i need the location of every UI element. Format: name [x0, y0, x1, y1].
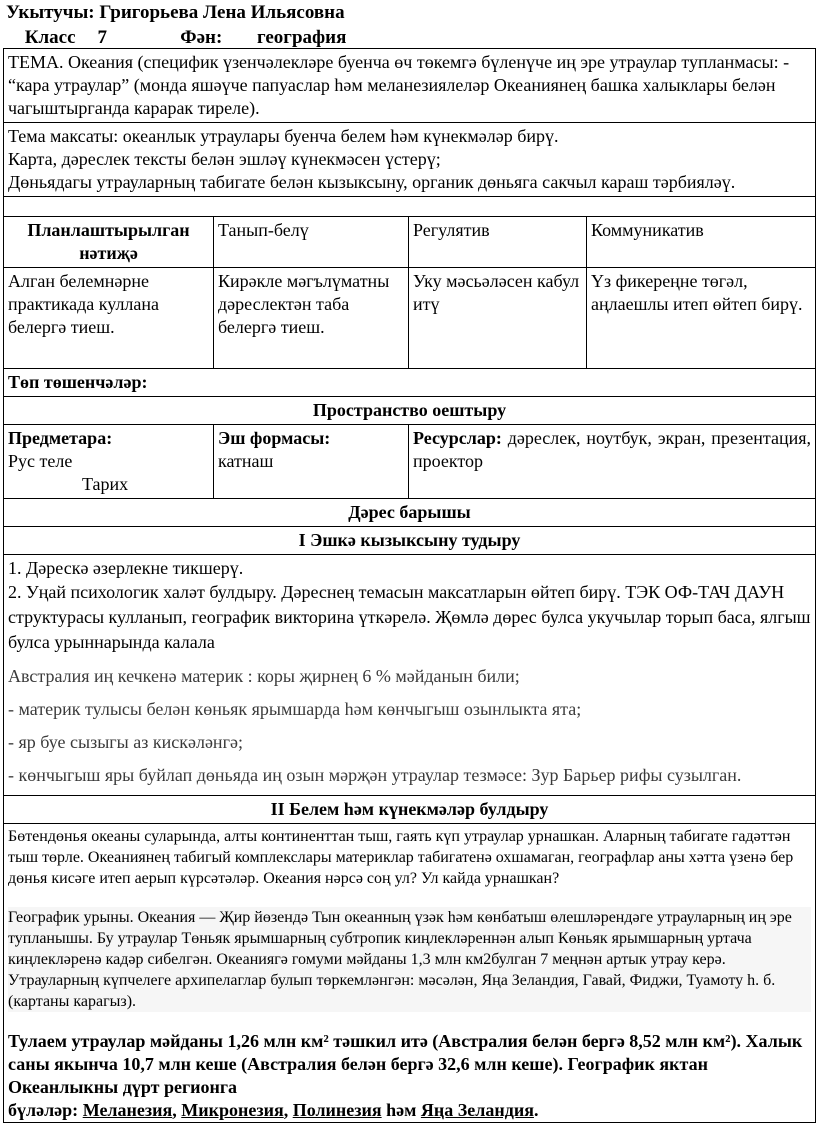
- stage1-title-row: [4, 527, 816, 555]
- lesson-title-row: [4, 499, 816, 527]
- interdisciplinary-item: Рус теле: [8, 451, 73, 471]
- spacer-row: [4, 197, 816, 217]
- results-cell-communicative: Үз фикереңне төгәл, аңлаешлы итеп өйтеп бирү.: [587, 268, 816, 369]
- topic-row: [4, 49, 816, 123]
- region-name: Меланезия: [82, 1100, 173, 1120]
- class-subject-line: [6, 25, 346, 50]
- key-terms-label: Төп төшенчәләр:: [4, 369, 816, 397]
- subject-value: география: [257, 27, 347, 48]
- stage1-item: 2. Уңай психологик халәт булдыру. Дәреснең темасын максатларын өйтеп бирү. ТЭК ОФ-ТАЧ ДАУН структурасы кулланып, географик викторина үткәрелә. Җөмлә дөрес булса укучылар торып баса, ялгыш булса урыннарында калала: [8, 582, 811, 652]
- goals-row: [4, 123, 816, 197]
- quiz-item: Австралия иң кечкенә материк : коры җирнең 6 % мәйданын били;: [8, 666, 520, 686]
- goals-cell: [4, 123, 816, 197]
- stage2-row: [4, 824, 816, 1123]
- space-row: [4, 425, 816, 499]
- header: [6, 0, 346, 50]
- stage2-paragraph: Бөтендөнья океаны суларында, алты континенттан тыш, гаять күп утраулар урнашкан. Аларның табигате гадәттән тыш төрле. Океаниянең табигый комплекслары материклар табигатенә охшамаган, географлар аны хәтта үзенә бер дөнья кисәге итеп аерып күрсәтәләр. Океания нәрсә соң ул? Ул кайда урнашкан?: [8, 828, 794, 887]
- results-header-communicative: Коммуникатив: [587, 217, 816, 268]
- interdisciplinary-cell: [4, 425, 214, 499]
- subject-label: Фән:: [180, 27, 223, 48]
- quiz-item: - материк тулысы белән көньяк ярымшарда һәм көнчыгыш озынлыкта ята;: [8, 699, 582, 719]
- work-form-label: Эш формасы:: [218, 428, 331, 448]
- stage1-row: [4, 555, 816, 796]
- teacher-label: Укытучы:: [6, 2, 95, 23]
- results-header-cognitive: Танып-белү: [214, 217, 409, 268]
- stage2-cell: [4, 824, 816, 1123]
- resources-cell: [409, 425, 816, 499]
- resources-value: дәреслек, ноутбук, экран, презентация, проектор: [413, 428, 811, 471]
- results-header-planned: Планлаштырылган нәтиҗә: [4, 217, 214, 268]
- resources-label: Ресурслар:: [413, 428, 502, 448]
- goal-item: Карта, дәреслек тексты белән эшләү күнекмәсен үстерү;: [8, 149, 441, 169]
- interdisciplinary-label: Предметара:: [8, 428, 113, 448]
- teacher-name: Григорьева Лена Ильясовна: [99, 2, 345, 23]
- stage2-summary: Тулаем утраулар мәйданы 1,26 млн км² тәшкил итә (Австралия белән бергә 8,52 млн км²). Халык саны якынча 10,7 млн кеше (Австралия белән бергә 32,6 млн кеше). Географик яктан Океанлыкны дүрт регионга: [8, 1031, 803, 1097]
- interdisciplinary-item: Тарих: [82, 474, 129, 494]
- quiz-item: - яр буе сызыгы аз кискәләнгә;: [8, 732, 243, 752]
- work-form-cell: [214, 425, 409, 499]
- class-label: Класс: [24, 27, 76, 48]
- region-name: Микронезия: [181, 1100, 284, 1120]
- space-title: Пространство оештыру: [4, 397, 816, 425]
- results-cell-regulatory: Уку мәсьәләсен кабул итү: [409, 268, 587, 369]
- region-name: Полинезия: [292, 1100, 382, 1120]
- stage2-title-row: [4, 796, 816, 824]
- results-header-regulatory: Регулятив: [409, 217, 587, 268]
- lesson-plan-table: [3, 48, 816, 1123]
- region-name: Яңа Зеландия: [420, 1100, 534, 1120]
- topic-cell: ТЕМА. Океания (специфик үзенчәлекләре буенча өч төкемгә бүленүче иң эре утраулар тупланмасы: - “кара утраулар” (монда яшәүче папуаслар һәм меланезиялеләр Океаниянең башка халыклары белән чагыштырганда карарак тиреле).: [4, 49, 816, 123]
- teacher-line: [6, 0, 346, 25]
- goal-item: Тема максаты: океанлык утраулары буенча белем һәм күнекмәләр бирү.: [8, 126, 559, 146]
- stage2-paragraph: Географик урыны. Океания — Җир йөзендә Тын океанның үзәк һәм көнбатыш өлешләрендәге утрауларның иң эре тупланышы. Бу утраулар Төньяк ярымшарның субтропик киңлекләреннән алып Көньяк ярымшарның уртача киңлекләренә кадәр сибелгән. Океаниягә гомуми мәйданы 1,3 млн км2булган 7 меңнән артык утрау керә. Утрауларның күпчелеге архипелаглар булып төркемләнгән: мәсәлән, Яңа Зеландия, Гавай, Фиджи, Туамоту һ. б. (картаны карагыз).: [8, 907, 811, 1012]
- lesson-title: Дәрес барышы: [4, 499, 816, 527]
- stage2-title: II Белем һәм күнекмәләр булдыру: [4, 796, 816, 824]
- results-cell-planned: Алган белемнәрне практикада куллана белергә тиеш.: [4, 268, 214, 369]
- regions-line: бүләләр: Меланезия, Микронезия, Полинезия һәм Яңа Зеландия.: [8, 1100, 539, 1120]
- and-word: һәм: [381, 1100, 421, 1120]
- class-value: 7: [97, 27, 107, 48]
- goal-item: Дөньядагы утрауларның табигате белән кызыксыну, органик дөньяга сакчыл караш тәрбияләү.: [8, 172, 736, 192]
- key-terms-row: [4, 369, 816, 397]
- quiz-item: - көнчыгыш яры буйлап дөньяда иң озын мәрҗән утраулар тезмәсе: Зур Барьер рифы сузылган.: [8, 765, 742, 785]
- stage1-cell: [4, 555, 816, 796]
- work-form-value: катнаш: [218, 451, 274, 471]
- results-cell-cognitive: Кирәкле мәгълүматны дәреслектән таба белергә тиеш.: [214, 268, 409, 369]
- results-row: [4, 268, 816, 369]
- stage1-item: 1. Дәрескә әзерлекне тикшерү.: [8, 558, 244, 578]
- stage1-title: I Эшкә кызыксыну тудыру: [4, 527, 816, 555]
- results-header-row: [4, 217, 816, 268]
- regions-prefix: бүләләр:: [8, 1100, 83, 1120]
- space-title-row: [4, 397, 816, 425]
